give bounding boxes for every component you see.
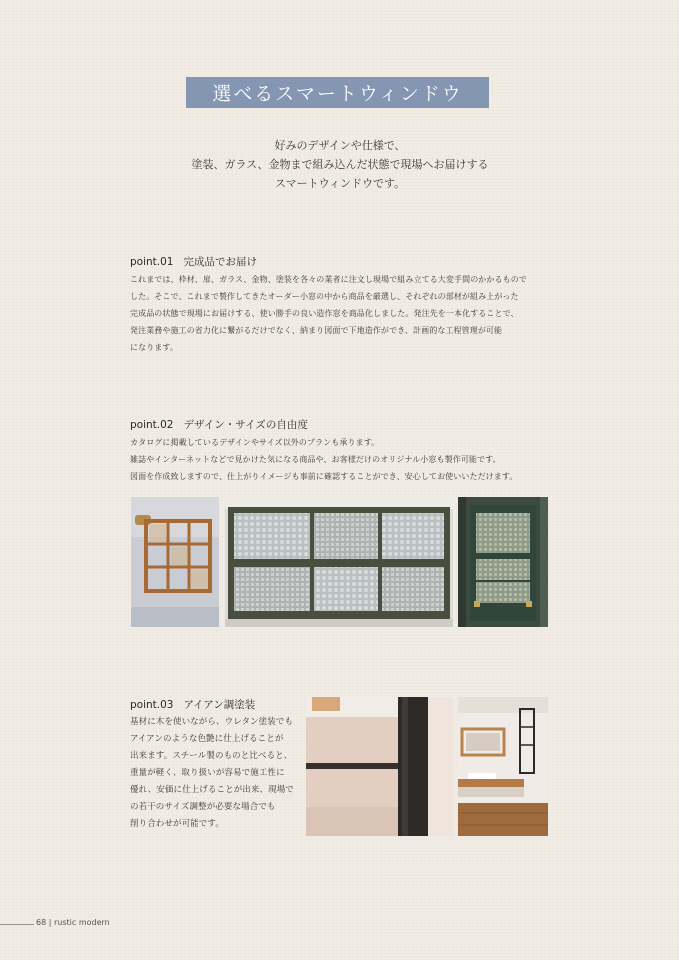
- photo-bathroom-vanity: [458, 697, 548, 836]
- photo-iron-frame-closeup: [306, 697, 454, 836]
- point-03-body: [130, 714, 294, 833]
- body-line: になります。: [130, 343, 178, 352]
- photo-green-sash-window: [458, 497, 548, 627]
- point-02-body: [130, 434, 517, 485]
- footer-separator: |: [48, 918, 52, 927]
- body-line: 出来ます。スチール製のものと比べると、: [130, 751, 293, 761]
- photo-glass-window-wide: [225, 497, 453, 627]
- body-line: カタログに掲載しているデザインやサイズ以外のプランも承ります。: [130, 438, 380, 447]
- page-footer: [36, 918, 110, 927]
- body-line: 重量が軽く、取り扱いが容易で施工性に: [130, 768, 285, 778]
- intro-text: [120, 136, 560, 193]
- body-line: アイアンのような色艶に仕上げることが: [130, 734, 284, 744]
- body-line: 発注業務や施工の省力化に繋がるだけでなく、納まり図面で下地造作ができ、計画的な工程管理が可能: [130, 326, 503, 335]
- body-line: 完成品の状態で現場にお届けする、使い勝手の良い造作窓を商品化しました。発注先を一本化することで、: [130, 309, 519, 318]
- point-number: point.02: [130, 419, 174, 431]
- footer-rule: [0, 924, 34, 925]
- body-line: 雑誌やインターネットなどで見かけた気になる商品や、お客様だけのオリジナル小窓も製作可能です。: [130, 455, 501, 464]
- photo-wooden-shelf-window: [131, 497, 219, 627]
- point-title: 完成品でお届け: [183, 256, 257, 268]
- point-01-body: [130, 271, 527, 356]
- point-number: point.03: [130, 699, 174, 711]
- footer-label: rustic modern: [53, 918, 110, 927]
- intro-line: スマートウィンドウです。: [274, 177, 406, 190]
- point-title: アイアン調塗装: [183, 699, 256, 711]
- intro-line: 好みのデザインや仕様で、: [274, 139, 406, 152]
- point-03-heading: [130, 697, 255, 712]
- intro-line: 塗装、ガラス、金物まで組み込んだ状態で現場へお届けする: [191, 158, 489, 171]
- point-number: point.01: [130, 256, 174, 268]
- body-line: 図面を作成致しますので、仕上がりイメージも事前に確認することができ、安心してお使いいただけます。: [130, 472, 518, 481]
- point-title: デザイン・サイズの自由度: [183, 419, 308, 431]
- body-line: した。そこで、これまで製作してきたオーダー小窓の中から商品を厳選し、それぞれの部材が組み上がった: [130, 292, 519, 301]
- point-01-heading: [130, 254, 257, 269]
- body-line: 基材に木を使いながら、ウレタン塗装でも: [130, 717, 294, 727]
- body-line: 削り合わせが可能です。: [130, 819, 224, 829]
- body-line: 優れ、安価に仕上げることが出来、現場で: [130, 785, 294, 795]
- page-number: 68: [36, 918, 47, 927]
- page-title: 選べるスマートウィンドウ: [186, 77, 489, 108]
- body-line: の若干のサイズ調整が必要な場合でも: [130, 802, 276, 812]
- point-02-heading: [130, 417, 308, 432]
- body-line: これまでは、枠材、扉、ガラス、金物、塗装を各々の業者に注文し現場で組み立てる大変手間のかかるもので: [130, 275, 527, 284]
